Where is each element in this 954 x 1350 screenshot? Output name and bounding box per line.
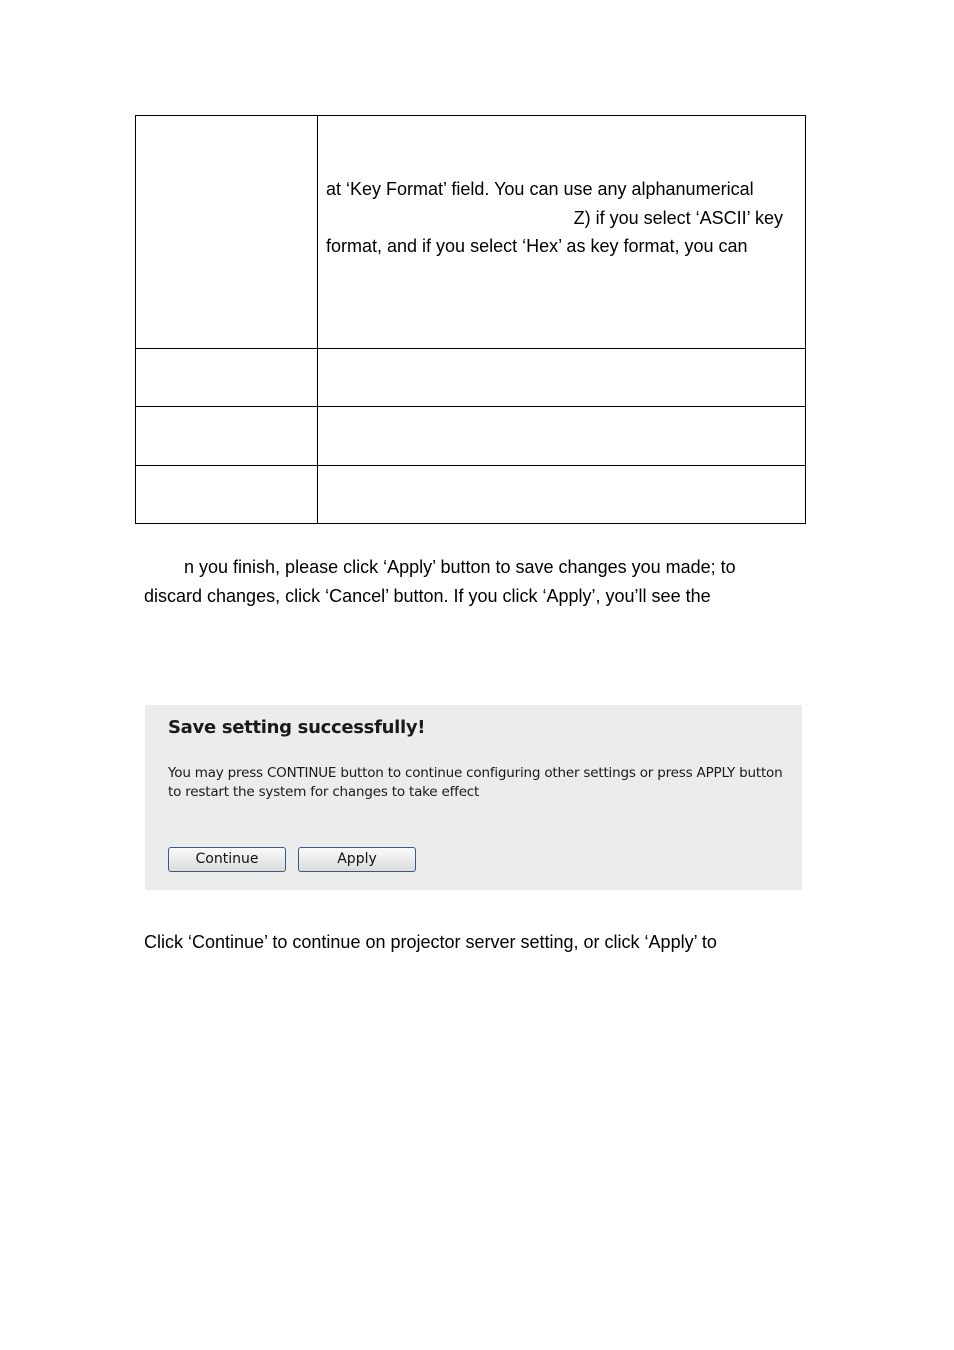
settings-table	[135, 115, 806, 524]
table-column-divider	[317, 116, 318, 523]
continue-button[interactable]: Continue	[168, 847, 286, 872]
table-row	[136, 116, 805, 348]
save-success-dialog	[145, 705, 802, 890]
dialog-title: Save setting successfully!	[168, 717, 426, 738]
intro-paragraph-line: n you finish, please click ‘Apply’ button to save changes you made; to	[184, 557, 736, 577]
table-row	[136, 348, 805, 406]
table-cell-text-line: Z) if you select ‘ASCII’ key	[573, 208, 783, 228]
table-cell-text-line: format, and if you select ‘Hex’ as key format, you can	[326, 236, 748, 256]
apply-button[interactable]: Apply	[298, 847, 416, 872]
outro-paragraph-line: Click ‘Continue’ to continue on projector server setting, or click ‘Apply’ to	[144, 932, 717, 952]
table-row	[136, 406, 805, 465]
dialog-message: You may press CONTINUE button to continue configuring other settings or press APPLY button to restart the system for changes to take effect	[168, 765, 783, 800]
intro-paragraph-line: discard changes, click ‘Cancel’ button. If you click ‘Apply’, you’ll see the	[144, 586, 711, 606]
table-cell-text-line: at ‘Key Format’ field. You can use any alphanumerical	[326, 179, 754, 199]
table-row	[136, 465, 805, 523]
